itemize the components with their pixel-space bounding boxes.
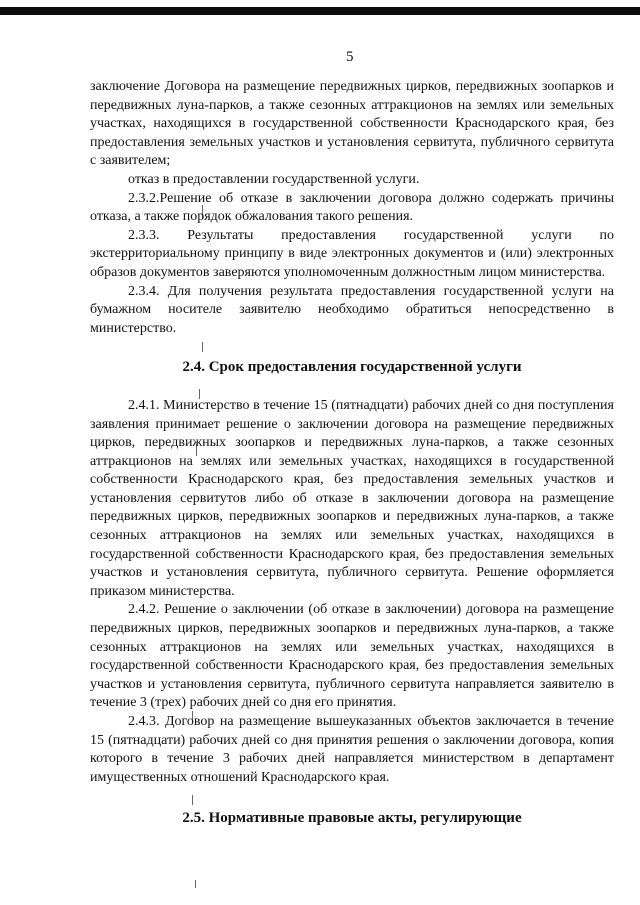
section-heading-2-4: 2.4. Срок предоставления государственной услуги <box>182 359 522 376</box>
paragraph: 2.4.2. Решение о заключении (об отказе в заключении) договора на размещение передвижных цирков, передвижных зоопарков и передвижных луна-парков, а также сезонных аттракционов на землях или земельных участках, находящихся в государственной собственности Краснодарского края, без предоставления земельных участков и установления сервитута, публичного сервитута направляется заявителю в течение 3 (трех) рабочих дней со дня его принятия. <box>90 602 614 711</box>
scan-mark <box>195 880 196 888</box>
document-body <box>90 78 614 828</box>
paragraph: 2.3.4. Для получения результата предоставления государственной услуги на бумажном носителе заявителю необходимо обратиться непосредственно в министерство. <box>90 283 614 336</box>
paragraph: отказ в предоставлении государственной услуги. <box>128 171 420 187</box>
paragraph: 2.3.2.Решение об отказе в заключении договора должно содержать причины отказа, а также порядок обжалования такого решения. <box>90 190 614 225</box>
page-top-border <box>0 7 640 15</box>
paragraph: 2.4.3. Договор на размещение вышеуказанных объектов заключается в течение 15 (пятнадцати) рабочих дней со дня принятия решения о заключении договора, копия которого в течение 3 рабочих дней направляется министерством в департамент имущественных отношений Краснодарского края. <box>90 714 614 785</box>
page-number: 5 <box>346 49 354 65</box>
paragraph: 2.3.3. Результаты предоставления государственной услуги по экстерриториальному принципу в виде электронных документов и (или) электронных образов документов заверяются уполномоченным должностным лицом министерства. <box>90 227 614 280</box>
paragraph: 2.4.1. Министерство в течение 15 (пятнадцати) рабочих дней со дня поступления заявления принимает решение о заключении договора на размещение передвижных цирков, передвижных зоопарков и передвижных луна-парков, а также сезонных аттракционов на землях или земельных участках, находящихся в государственной собственности Краснодарского края, без предоставления земельных участков и установления сервитутов либо об отказе в заключении договора на размещение передвижных цирков, передвижных зоопарков и передвижных луна-парков, а также сезонных аттракционов на землях или земельных участках, находящихся в государственной собственности Краснодарского края, без предоставления земельных участков и установления сервитута, публичного сервитута. Решение оформляется приказом министерства. <box>90 397 614 599</box>
paragraph: заключение Договора на размещение передвижных цирков, передвижных зоопарков и передвижных луна-парков, а также сезонных аттракционов на землях или земельных участках, находящихся в государственной собственности Краснодарского края, без предоставления земельных участков и установления сервитута, публичного сервитута с заявителем; <box>90 79 614 169</box>
section-heading-2-5: 2.5. Нормативные правовые акты, регулирующие <box>182 810 522 827</box>
